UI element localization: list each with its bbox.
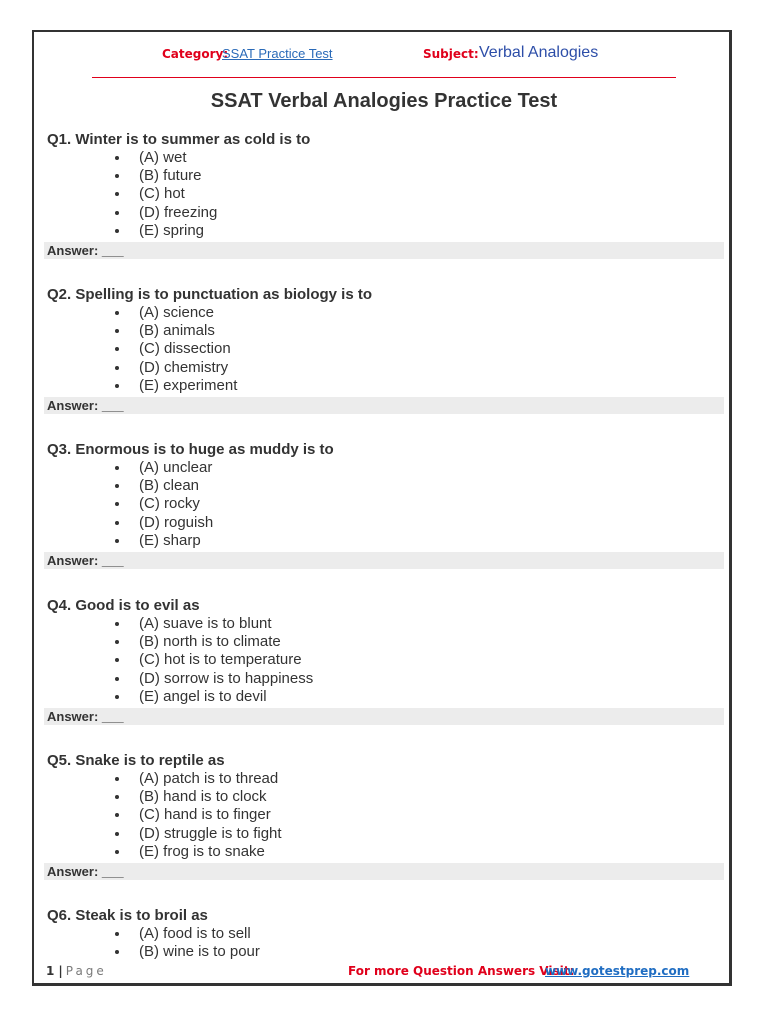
option-text: (A) wet [139,149,187,166]
option-item [0,459,600,477]
header-divider [92,77,676,78]
category-link[interactable]: SSAT Practice Test [222,46,333,61]
bullet-icon [115,174,119,178]
option-item [0,788,600,806]
options-list [0,770,600,861]
option-text: (E) experiment [139,376,238,394]
option-item [0,185,600,203]
category-label: Category: [162,47,229,61]
answer-bar[interactable] [44,863,724,880]
question-text: Q6. Steak is to broil as [47,907,208,924]
bullet-icon [115,384,119,388]
options-list [0,149,600,240]
option-item [0,514,600,532]
bullet-icon [115,622,119,626]
option-item [0,670,600,688]
option-item [0,825,600,843]
question-text: Q5. Snake is to reptile as [47,752,225,769]
option-item [0,322,600,340]
question-text: Q4. Good is to evil as [47,597,200,614]
answer-label: Answer: ___ [47,398,124,413]
option-item [0,149,600,167]
document-header [0,44,768,64]
option-text: (C) hand is to finger [139,806,271,824]
bullet-icon [115,229,119,233]
bullet-icon [115,850,119,854]
question-text: Q2. Spelling is to punctuation as biology is to [47,286,373,303]
answer-bar[interactable] [44,708,724,725]
bullet-icon [115,777,119,781]
option-item [0,359,600,377]
option-text: (B) wine is to pour [139,943,260,961]
option-text: (C) hot is to temperature [139,651,302,669]
question-text: Q3. Enormous is to huge as muddy is to [47,441,334,458]
page-separator: | [58,964,63,978]
option-item [0,688,600,706]
subject-label: Subject: [423,47,479,61]
page-number: 1 [46,964,55,978]
option-item [0,204,600,222]
bullet-icon [115,695,119,699]
option-text: (A) unclear [139,459,213,476]
bullet-icon [115,347,119,351]
option-text: (A) patch is to thread [139,770,279,787]
question-text: Q1. Winter is to summer as cold is to [47,131,311,148]
option-item [0,615,600,633]
option-text: (B) north is to climate [139,633,281,651]
bullet-icon [115,466,119,470]
option-text: (C) dissection [139,340,231,358]
bullet-icon [115,311,119,315]
bullet-icon [115,658,119,662]
options-list [0,459,600,550]
options-list [0,615,600,706]
footer-website-link[interactable]: www.gotestprep.com [545,964,690,978]
bullet-icon [115,156,119,160]
bullet-icon [115,329,119,333]
option-item [0,532,600,550]
option-item [0,943,600,961]
option-item [0,222,600,240]
bullet-icon [115,932,119,936]
bullet-icon [115,539,119,543]
footer-visit-text: For more Question Answers Visit: [348,964,575,978]
bullet-icon [115,640,119,644]
option-text: (A) food is to sell [139,925,251,942]
option-item [0,377,600,395]
page-word: Page [65,964,107,978]
option-item [0,304,600,322]
answer-label: Answer: ___ [47,553,124,568]
answer-label: Answer: ___ [47,243,124,258]
bullet-icon [115,366,119,370]
answer-bar[interactable] [44,552,724,569]
option-item [0,477,600,495]
answer-bar[interactable] [44,397,724,414]
option-item [0,495,600,513]
bullet-icon [115,677,119,681]
option-text: (E) spring [139,221,205,239]
option-text: (A) science [139,304,215,321]
option-text: (D) chemistry [139,358,229,376]
page-title: SSAT Verbal Analogies Practice Test [210,90,558,112]
option-text: (E) sharp [139,531,201,549]
option-text: (D) roguish [139,513,214,531]
bullet-icon [115,950,119,954]
option-text: (D) freezing [139,203,218,221]
option-text: (D) struggle is to fight [139,824,282,842]
bullet-icon [115,502,119,506]
option-item [0,843,600,861]
bullet-icon [115,192,119,196]
option-item [0,925,600,943]
option-item [0,633,600,651]
option-text: (B) clean [139,477,200,495]
option-text: (A) suave is to blunt [139,615,272,632]
option-item [0,770,600,788]
option-text: (C) rocky [139,495,200,513]
bullet-icon [115,795,119,799]
bullet-icon [115,813,119,817]
bullet-icon [115,521,119,525]
option-item [0,340,600,358]
page-number-footer [46,964,107,978]
option-text: (C) hot [139,185,185,203]
answer-label: Answer: ___ [47,864,124,879]
bullet-icon [115,484,119,488]
option-text: (D) sorrow is to happiness [139,669,314,687]
option-item [0,167,600,185]
options-list [0,925,600,961]
option-text: (B) animals [139,322,215,340]
answer-label: Answer: ___ [47,709,124,724]
option-text: (B) future [139,167,202,185]
option-text: (E) angel is to devil [139,687,267,705]
subject-value: Verbal Analogies [479,44,599,61]
bullet-icon [115,211,119,215]
bullet-icon [115,832,119,836]
option-text: (E) frog is to snake [139,842,265,860]
option-text: (B) hand is to clock [139,788,267,806]
options-list [0,304,600,395]
option-item [0,651,600,669]
answer-bar[interactable] [44,242,724,259]
option-item [0,806,600,824]
